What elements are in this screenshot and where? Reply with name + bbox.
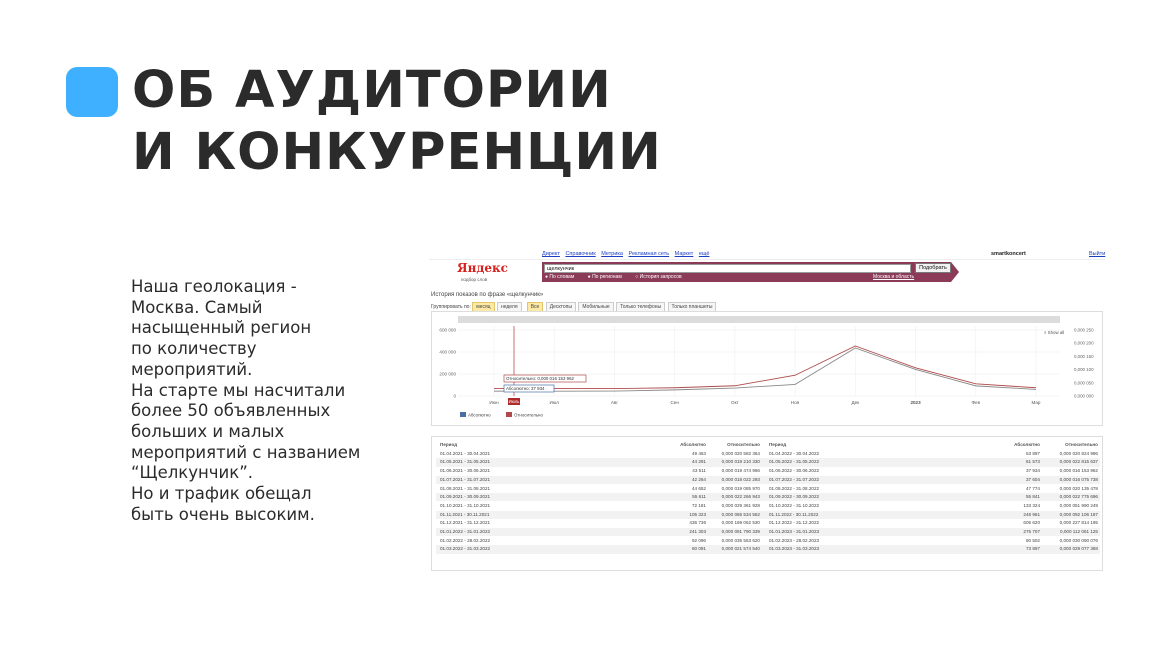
- radio-by-words[interactable]: ● По словам: [545, 274, 575, 280]
- table-row: [436, 485, 1100, 493]
- table-cell: 42 264: [691, 476, 706, 482]
- table-cell: 0,000 016 075 738: [1059, 476, 1098, 482]
- table-cell: 0,000 051 990 249: [1059, 502, 1098, 508]
- device-all-button[interactable]: Все: [527, 302, 544, 312]
- table-cell: 47 774: [1025, 485, 1040, 491]
- description-line: по количеству: [131, 339, 257, 359]
- nav-link[interactable]: Справочник: [565, 251, 596, 257]
- table-cell: 01.11.2021 - 30.11.2021: [440, 511, 490, 517]
- table-cell: 01.02.2023 - 28.02.2023: [769, 537, 820, 543]
- table-cell: 44 291: [691, 459, 706, 465]
- radio-history[interactable]: ○ История запросов: [635, 274, 682, 280]
- y-tick-right: 0,000 250: [1074, 327, 1094, 333]
- table-cell: 01.10.2022 - 31.10.2022: [769, 502, 820, 508]
- table-cell: 01.08.2021 - 31.08.2021: [440, 485, 491, 491]
- table-cell: 01.01.2022 - 31.01.2022: [440, 529, 491, 534]
- search-band: [542, 262, 951, 282]
- tooltip-absolute: Абсолютно: 37 934: [506, 386, 545, 391]
- history-table: [431, 436, 1103, 571]
- table-row: [436, 476, 1100, 484]
- table-row: [436, 493, 1100, 501]
- table-cell: 01.04.2022 - 30.04.2022: [769, 450, 820, 456]
- group-month-button[interactable]: месяц: [472, 302, 494, 312]
- slide-title: [132, 60, 662, 184]
- description-line: Но и трафик обещал: [131, 484, 312, 504]
- search-mode-radios: [545, 274, 694, 280]
- table-cell: 0,000 091 790 339: [721, 529, 760, 534]
- range-navigator: [458, 316, 1060, 323]
- table-cell: 0,000 112 061 125: [1060, 529, 1098, 534]
- table-cell: 01.02.2022 - 28.02.2022: [440, 537, 491, 543]
- table-cell: 0,000 019 085 970: [721, 485, 760, 491]
- y-tick-left: 400 000: [439, 349, 456, 355]
- table-cell: 01.09.2021 - 30.09.2021: [440, 494, 491, 500]
- table-cell: 0,000 020 582 364: [721, 450, 760, 456]
- table-header-cell: Абсолютно: [680, 442, 706, 447]
- table-row: [436, 450, 1100, 458]
- table-cell: 01.08.2022 - 31.08.2022: [769, 485, 820, 491]
- y-tick-right: 0,000 000: [1074, 393, 1094, 399]
- table-cell: 37 604: [1025, 476, 1040, 482]
- table-cell: 61 573: [1025, 459, 1040, 465]
- description-line: больших и малых: [131, 421, 285, 441]
- y-tick-right: 0,000 050: [1074, 380, 1094, 386]
- table-cell: 275 707: [1023, 529, 1040, 534]
- table-cell: 43 511: [692, 468, 706, 474]
- description-line: Москва. Самый: [131, 297, 263, 317]
- table-row: [436, 467, 1100, 475]
- nav-link[interactable]: Директ: [542, 251, 560, 257]
- table-cell: 0,000 022 266 943: [721, 494, 760, 500]
- table-cell: 0,000 016 153 962: [1059, 468, 1098, 474]
- device-tablets-button[interactable]: Только планшеты: [668, 302, 717, 312]
- top-nav: [542, 251, 713, 257]
- x-tick-label: Сен: [670, 400, 679, 405]
- table-cell: 60 091: [691, 546, 706, 552]
- x-tick-label: Ноя: [790, 400, 800, 405]
- radio-by-regions[interactable]: ● По регионам: [587, 274, 622, 280]
- group-label: Группировать по:: [431, 304, 471, 310]
- history-title: История показов по фразе «щелкунчик»: [431, 292, 544, 298]
- table-row: [436, 519, 1100, 527]
- x-tick-label: Дек: [851, 400, 860, 405]
- table-cell: 0,000 022 775 696: [1059, 494, 1098, 500]
- table-cell: 0,000 019 210 330: [721, 459, 760, 465]
- logo-subtitle: подбор слов: [461, 277, 488, 282]
- nav-link[interactable]: ещё: [698, 251, 710, 257]
- table-cell: 0,000 020 135 478: [1059, 485, 1098, 491]
- description-line: мероприятий.: [131, 359, 253, 379]
- table-cell: 72 181: [691, 502, 706, 508]
- table-cell: 92 096: [691, 537, 706, 543]
- selected-month-label: Июль: [508, 399, 520, 405]
- search-input[interactable]: щелкунчик: [544, 264, 911, 273]
- x-tick-label: Июл: [549, 400, 559, 405]
- table-cell: 55 611: [692, 494, 706, 500]
- table-cell: 49 463: [691, 450, 706, 456]
- table-cell: 01.07.2022 - 31.07.2022: [769, 476, 820, 482]
- search-button[interactable]: Подобрать: [915, 263, 951, 273]
- description-line: мероприятий с названием: [131, 442, 361, 462]
- region-link[interactable]: Москва и область: [873, 274, 915, 280]
- radio-label: По словам: [549, 274, 575, 280]
- slide-description: [131, 277, 401, 525]
- description-line: Наша геолокация -: [131, 277, 297, 296]
- radio-label: По регионам: [592, 274, 622, 280]
- y-tick-right: 0,000 200: [1074, 340, 1094, 346]
- device-desktop-button[interactable]: Десктопы: [546, 302, 576, 312]
- nav-link[interactable]: Рекламная сеть: [628, 251, 670, 257]
- table-header-cell: Относительно: [1065, 442, 1098, 447]
- table-cell: 0,000 022 815 637: [1059, 459, 1098, 465]
- table-row: [436, 537, 1100, 545]
- username[interactable]: smartkoncert: [991, 251, 1026, 257]
- description-line: “Щелкунчик”.: [131, 463, 254, 483]
- table-cell: 55 841: [1025, 494, 1040, 500]
- table-cell: 01.10.2021 - 31.10.2021: [440, 502, 491, 508]
- table-cell: 01.07.2021 - 31.07.2021: [440, 476, 491, 482]
- table-cell: 605 620: [1023, 520, 1040, 526]
- tooltip-relative: Относительно: 0,000 016 153 962: [506, 376, 574, 381]
- legend-relative: Относительно: [514, 412, 543, 418]
- table-cell: 37 934: [1025, 468, 1040, 474]
- table-cell: 73 897: [1025, 546, 1040, 552]
- x-tick-label: Мар: [1031, 400, 1041, 405]
- table-cell: 0,000 019 474 966: [721, 468, 760, 474]
- table-row: [436, 502, 1100, 510]
- table-row: [436, 458, 1100, 466]
- table-cell: 0,000 018 022 293: [721, 476, 760, 482]
- table-cell: 01.03.2022 - 31.03.2022: [440, 546, 491, 552]
- table-cell: 0,000 020 824 996: [1059, 450, 1098, 456]
- table-cell: 01.06.2021 - 30.06.2021: [440, 468, 491, 474]
- show-all-link: ⌕ Show all: [1044, 330, 1065, 335]
- table-cell: 80 502: [1025, 537, 1040, 543]
- table-cell: 01.11.2022 - 30.11.2022: [769, 511, 819, 517]
- table-cell: 0,000 227 814 195: [1059, 520, 1098, 526]
- table-cell: 133 324: [1023, 502, 1040, 508]
- legend-absolute: Абсолютно: [468, 412, 491, 418]
- radio-label: История запросов: [639, 274, 682, 280]
- slide-title-line-1: ОБ АУДИТОРИИ: [132, 61, 612, 120]
- table-cell: 01.03.2023 - 31.03.2023: [769, 546, 820, 552]
- yandex-logo[interactable]: Яндекс: [457, 261, 508, 275]
- series-line-absolute: [494, 348, 1036, 391]
- description-line: насыщенный регион: [131, 318, 312, 338]
- table-cell: 0,000 030 090 076: [1059, 537, 1098, 543]
- table-cell: 241 303: [689, 529, 706, 534]
- device-phones-button[interactable]: Только телефоны: [616, 302, 665, 312]
- nav-link[interactable]: Маркет: [674, 251, 694, 257]
- table-header-cell: Относительно: [727, 442, 760, 447]
- description-line: На старте мы насчитали: [131, 380, 346, 400]
- x-tick-label: Авг: [610, 400, 619, 405]
- y-tick-right: 0,000 100: [1074, 367, 1094, 373]
- table-cell: 01.05.2021 - 31.05.2021: [440, 459, 491, 465]
- x-tick-label: Окт: [731, 400, 739, 405]
- table-header-cell: Период: [769, 442, 787, 447]
- table-cell: 53 897: [1025, 450, 1040, 456]
- x-tick-label: Июн: [489, 400, 499, 405]
- y-tick-left: 0: [453, 393, 456, 399]
- table-cell: 01.12.2022 - 31.12.2022: [769, 520, 820, 526]
- description-line: быть очень высоким.: [131, 504, 315, 524]
- table-cell: 248 961: [1023, 511, 1040, 517]
- table-cell: 0,000 169 062 530: [721, 520, 760, 526]
- nav-link[interactable]: Метрика: [601, 251, 623, 257]
- table-cell: 01.05.2022 - 31.05.2022: [769, 459, 820, 465]
- table-row: [436, 511, 1100, 519]
- legend-swatch-relative: [506, 412, 512, 417]
- table-header-row: [436, 441, 1100, 449]
- table-cell: 01.06.2022 - 30.06.2022: [769, 468, 820, 474]
- table-header-cell: Период: [440, 442, 458, 447]
- table-cell: 0,000 021 574 540: [721, 546, 760, 552]
- x-tick-label: Фев: [971, 400, 981, 405]
- x-tick-label: 2023: [910, 400, 921, 405]
- slide-title-line-2: И КОНКУРЕНЦИИ: [132, 123, 662, 182]
- table-cell: 0,000 035 553 620: [721, 537, 760, 543]
- legend-swatch-absolute: [460, 412, 466, 417]
- table-cell: 105 323: [689, 511, 706, 517]
- device-mobile-button[interactable]: Мобильные: [578, 302, 613, 312]
- y-tick-left: 200 000: [439, 371, 456, 377]
- table-cell: 436 736: [689, 520, 706, 526]
- table-header-cell: Абсолютно: [1014, 442, 1040, 447]
- table-cell: 0,000 029 361 928: [721, 502, 760, 508]
- description-line: более 50 объявленных: [131, 401, 331, 421]
- history-chart-panel: [431, 311, 1103, 426]
- table-cell: 44 652: [691, 485, 706, 491]
- table-cell: 0,000 092 106 187: [1059, 511, 1098, 517]
- table-row: [436, 545, 1100, 553]
- wordstat-screenshot: [429, 248, 1105, 572]
- table-cell: 01.04.2021 - 30.04.2021: [440, 450, 491, 456]
- y-tick-left: 600 000: [439, 327, 456, 333]
- history-chart: [432, 312, 1104, 427]
- title-accent-square: [66, 67, 118, 117]
- y-tick-right: 0,000 150: [1074, 353, 1094, 359]
- table-cell: 0,000 029 077 368: [1059, 546, 1098, 552]
- table-cell: 01.09.2022 - 30.09.2022: [769, 494, 820, 500]
- table-cell: 01.12.2021 - 31.12.2021: [440, 520, 491, 526]
- exit-link[interactable]: Выйти: [1089, 251, 1106, 257]
- table-cell: 01.01.2023 - 31.01.2023: [769, 529, 820, 534]
- table-cell: 0,000 065 534 562: [721, 511, 760, 517]
- group-week-button[interactable]: неделя: [497, 302, 522, 312]
- table-row: [436, 528, 1100, 536]
- top-bar: [429, 248, 1105, 260]
